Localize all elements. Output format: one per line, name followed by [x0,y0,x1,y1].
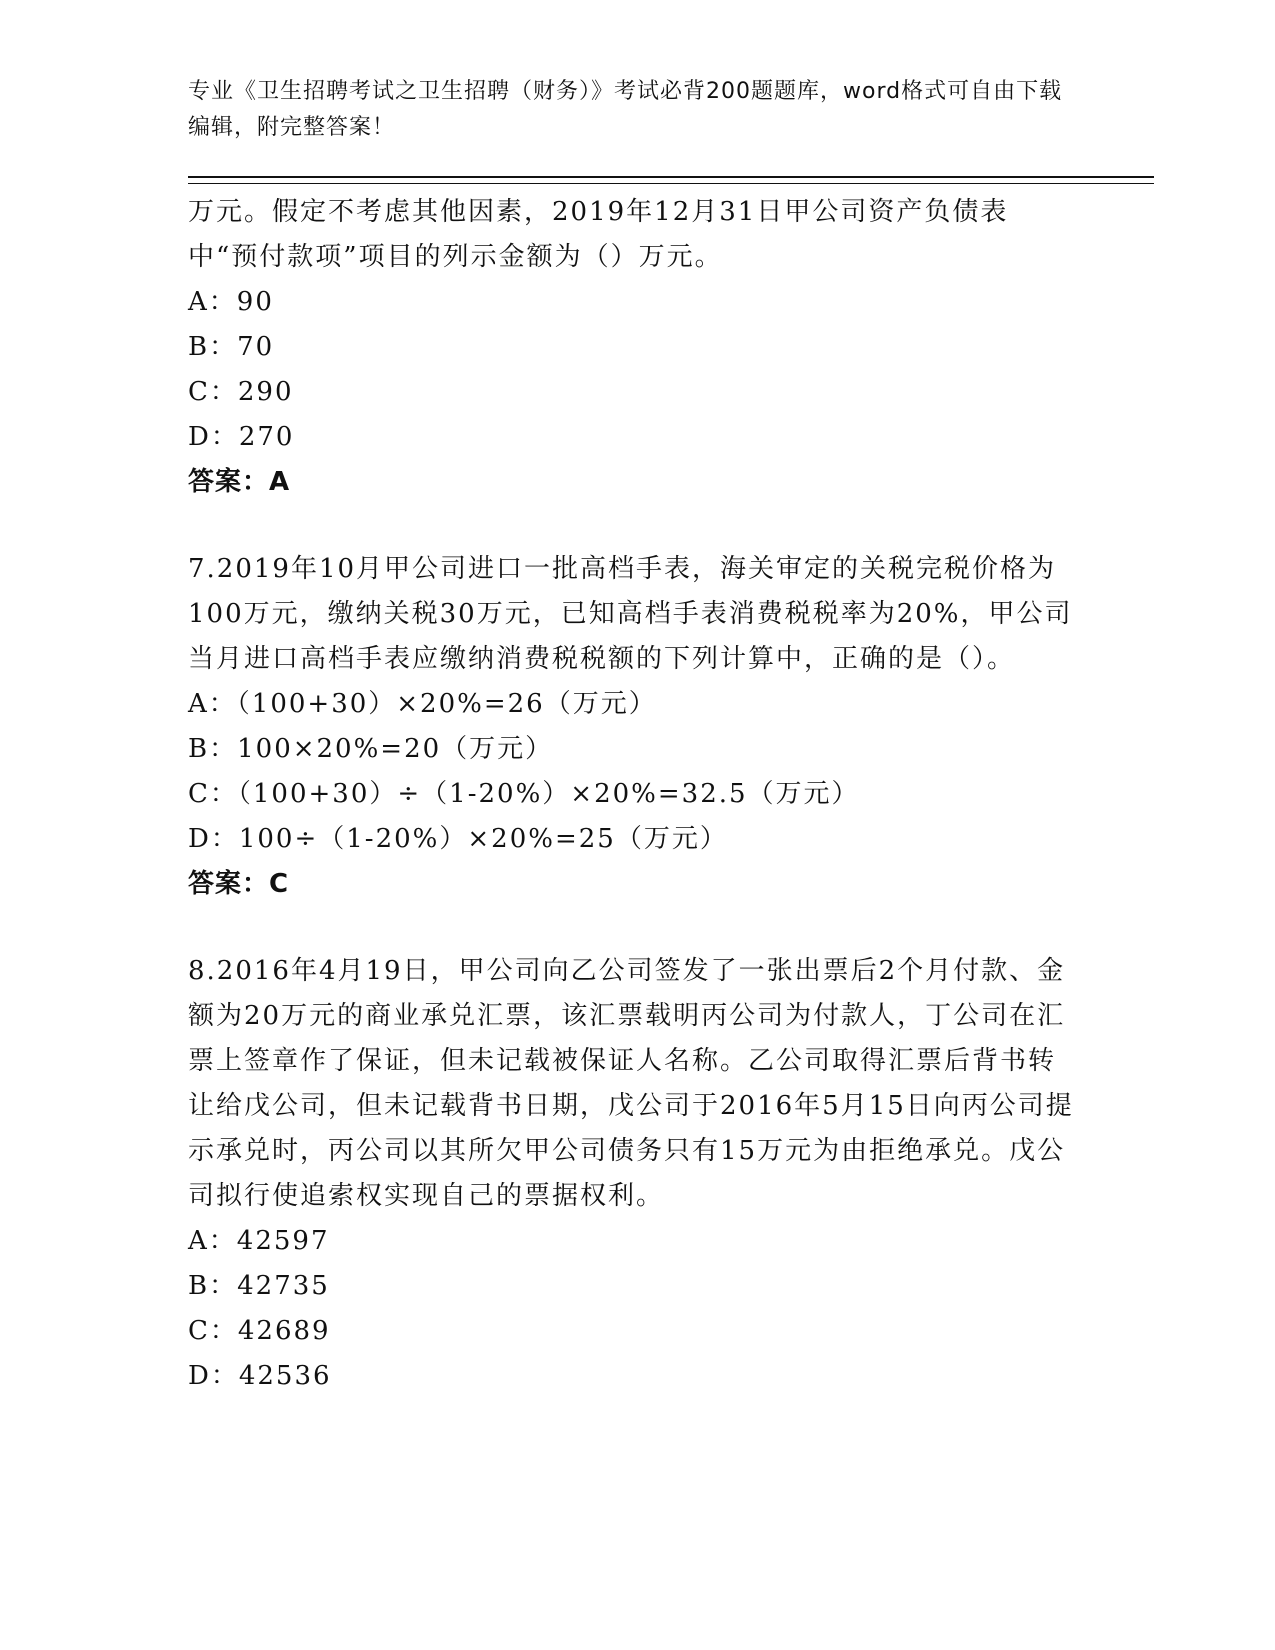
question-6-option-b: B：70 [188,332,275,362]
question-8-option-a: A：42597 [188,1226,330,1256]
question-7-option-d: D：100÷（1-20%）×20%=25（万元） [188,824,728,854]
question-7-text: 7.2019年10月甲公司进口一批高档手表，海关审定的关税完税价格为100万元，缴纳关税30万元，已知高档手表消费税税率为20%，甲公司当月进口高档手表应缴纳消费税税额的下列计算中，正确的是（）。 [188,554,1073,674]
question-8-option-d: D：42536 [188,1361,332,1391]
question-6-option-d: D：270 [188,422,295,452]
question-7-answer: 答案：C [188,869,290,899]
spacer [188,907,1078,949]
question-content [188,190,1078,1399]
question-8-text: 8.2016年4月19日，甲公司向乙公司签发了一张出票后2个月付款、金额为20万元的商业承兑汇票，该汇票载明丙公司为付款人，丁公司在汇票上签章作了保证，但未记载被保证人名称。乙公司取得汇票后背书转让给戊公司，但未记载背书日期，戊公司于2016年5月15日向丙公司提示承兑时，丙公司以其所欠甲公司债务只有15万元为由拒绝承兑。戊公司拟行使追索权实现自己的票据权利。 [188,956,1074,1211]
question-8-option-b: B：42735 [188,1271,330,1301]
question-7 [188,547,1078,907]
question-7-option-c: C：（100+30）÷（1-20%）×20%=32.5（万元） [188,779,860,809]
question-6-answer: 答案：A [188,467,291,497]
header-rule-thin [188,183,1154,184]
question-7-option-b: B：100×20%=20（万元） [188,734,554,764]
question-7-option-a: A：（100+30）×20%=26（万元） [188,689,657,719]
question-6-option-a: A：90 [188,287,274,317]
question-8-option-c: C：42689 [188,1316,331,1346]
question-6-text: 万元。假定不考虑其他因素，2019年12月31日甲公司资产负债表中“预付款项”项目的列示金额为（）万元。 [188,197,1009,272]
question-6-option-c: C：290 [188,377,294,407]
spacer [188,505,1078,547]
header-rule-thick [188,176,1154,178]
document-header-title: 专业《卫生招聘考试之卫生招聘（财务）》考试必背200题题库，word格式可自由下载编辑，附完整答案！ [188,79,1063,140]
question-8 [188,949,1078,1399]
question-6 [188,190,1078,505]
